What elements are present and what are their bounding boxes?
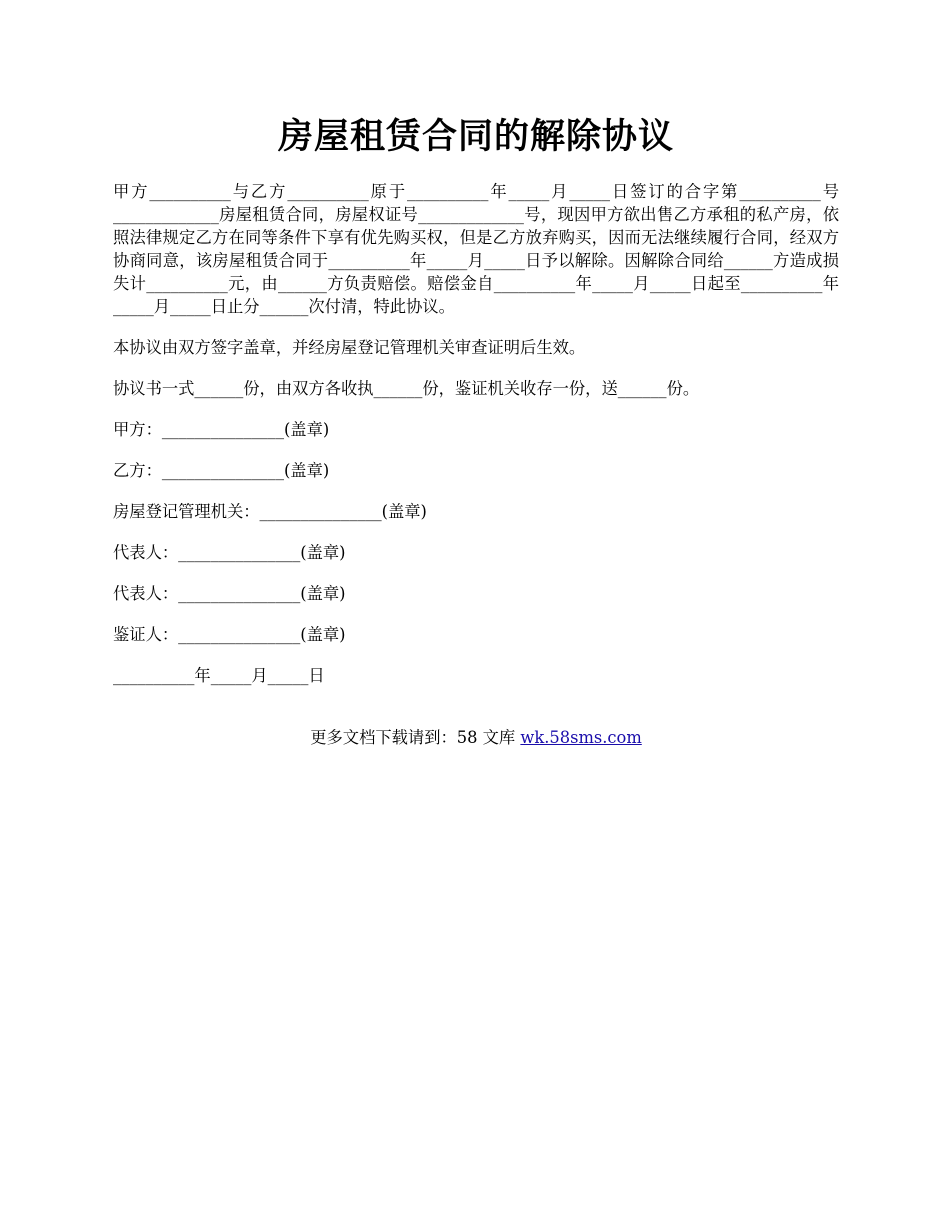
signature-party-a: 甲方：_______________(盖章) (113, 420, 330, 439)
signature-party-b: 乙方：_______________(盖章) (113, 461, 330, 480)
footer-link[interactable]: wk.58sms.com (520, 728, 642, 747)
main-paragraph: 甲方__________与乙方__________原于__________年_____月_____日签订的合字第__________号_____________房屋租赁合同，房屋权证号_____________号，现因甲方欲出售乙方承租的私产房，依照法律规定乙方在同等条件下享有优先购买权，但是乙方放弃购买，因而无法继续履行合同，经双方协商同意，该房屋租赁合同于__________年_____月_____日予以解除。因解除合同给______方造成损失计__________元，由______方负责赔偿。赔偿金自__________年_____月_____日起至__________年_____月_____日止分______次付清，特此协议。 (113, 182, 839, 316)
document-title: 房屋租赁合同的解除协议 (277, 116, 674, 157)
copies-paragraph: 协议书一式______份，由双方各收执______份，鉴证机关收存一份，送______份。 (113, 379, 700, 398)
footer-prefix: 更多文档下载请到：58 文库 (310, 728, 521, 747)
signature-date: __________年_____月_____日 (113, 666, 325, 685)
signature-witness: 鉴证人：_______________(盖章) (113, 625, 346, 644)
document-body (113, 180, 839, 705)
effect-paragraph: 本协议由双方签字盖章，并经房屋登记管理机关审查证明后生效。 (113, 338, 586, 357)
signature-representative-2: 代表人：_______________(盖章) (113, 584, 346, 603)
download-footer (113, 726, 839, 749)
signature-registration-authority: 房屋登记管理机关：_______________(盖章) (113, 502, 427, 521)
signature-representative-1: 代表人：_______________(盖章) (113, 543, 346, 562)
